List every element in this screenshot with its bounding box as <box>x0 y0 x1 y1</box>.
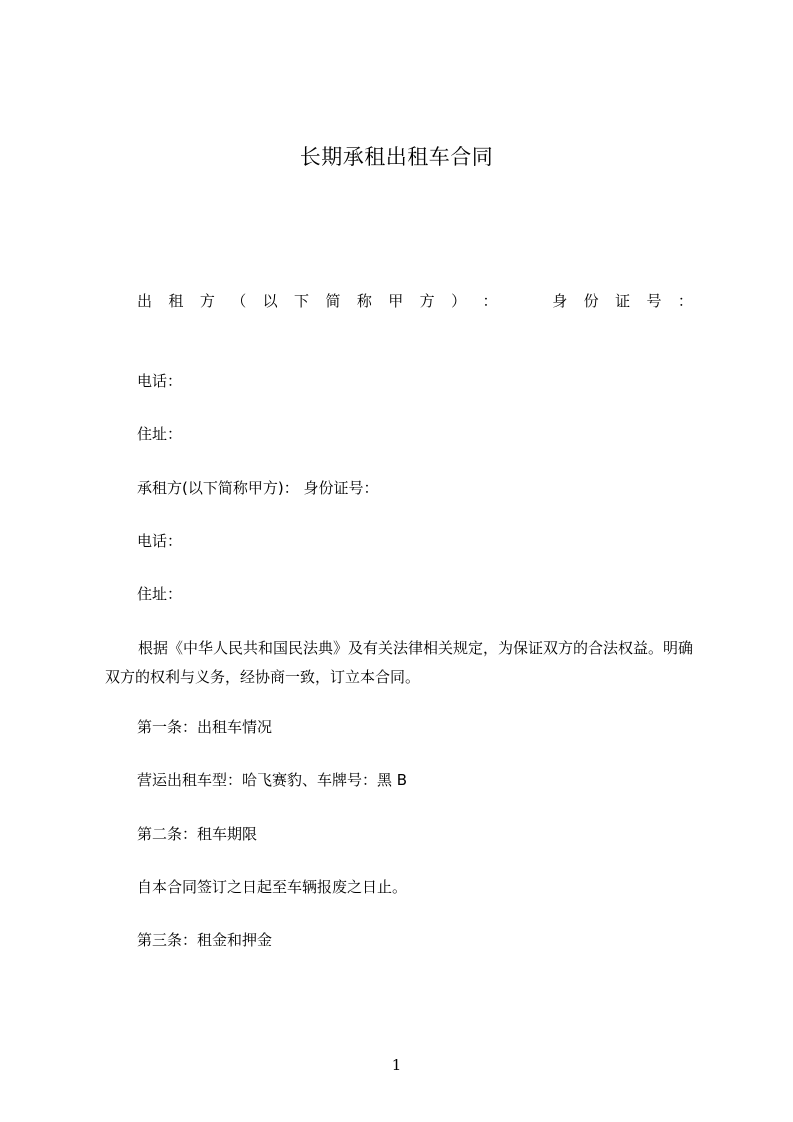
party-char: 号 <box>646 292 662 310</box>
party-char: ： <box>482 292 498 310</box>
party-char: 出 <box>137 292 153 310</box>
party-char: 甲 <box>388 292 404 310</box>
party-char: 方 <box>419 292 435 310</box>
lessee-address-label: 住址： <box>137 585 183 603</box>
lessee-party-line: 承租方(以下简称甲方)： 身份证号： <box>137 479 379 497</box>
party-char: 份 <box>583 292 599 310</box>
party-gap <box>514 290 536 312</box>
party-char: （ <box>231 292 247 310</box>
party-char: ： <box>677 292 693 310</box>
party-char: ） <box>451 292 467 310</box>
party-char: 身 <box>552 292 568 310</box>
article-3-heading: 第三条：租金和押金 <box>137 931 273 949</box>
party-char: 证 <box>615 292 631 310</box>
article-2-heading: 第二条：租车期限 <box>137 825 258 843</box>
party-char: 简 <box>325 292 341 310</box>
lessor-party-line <box>137 290 693 312</box>
preamble-paragraph: 根据《中华人民共和国民法典》及有关法律相关规定，为保证双方的合法权益。明确双方的权利与义务，经协商一致，订立本合同。 <box>105 639 694 686</box>
lessee-phone-label: 电话： <box>137 532 183 550</box>
article-1-body: 营运出租车型：哈飞赛豹、车牌号：黑 B <box>137 771 408 789</box>
party-char: 以 <box>262 292 278 310</box>
article-1-heading: 第一条：出租车情况 <box>137 718 273 736</box>
party-char: 称 <box>356 292 372 310</box>
article-2-body: 自本合同签订之日起至车辆报废之日止。 <box>137 878 408 896</box>
party-char: 方 <box>199 292 215 310</box>
contract-title: 长期承租出租车合同 <box>299 145 494 169</box>
party-char: 下 <box>294 292 310 310</box>
page-number: 1 <box>391 1056 402 1074</box>
party-char: 租 <box>168 292 184 310</box>
lessor-phone-label: 电话： <box>137 372 183 390</box>
lessor-address-label: 住址： <box>137 425 183 443</box>
